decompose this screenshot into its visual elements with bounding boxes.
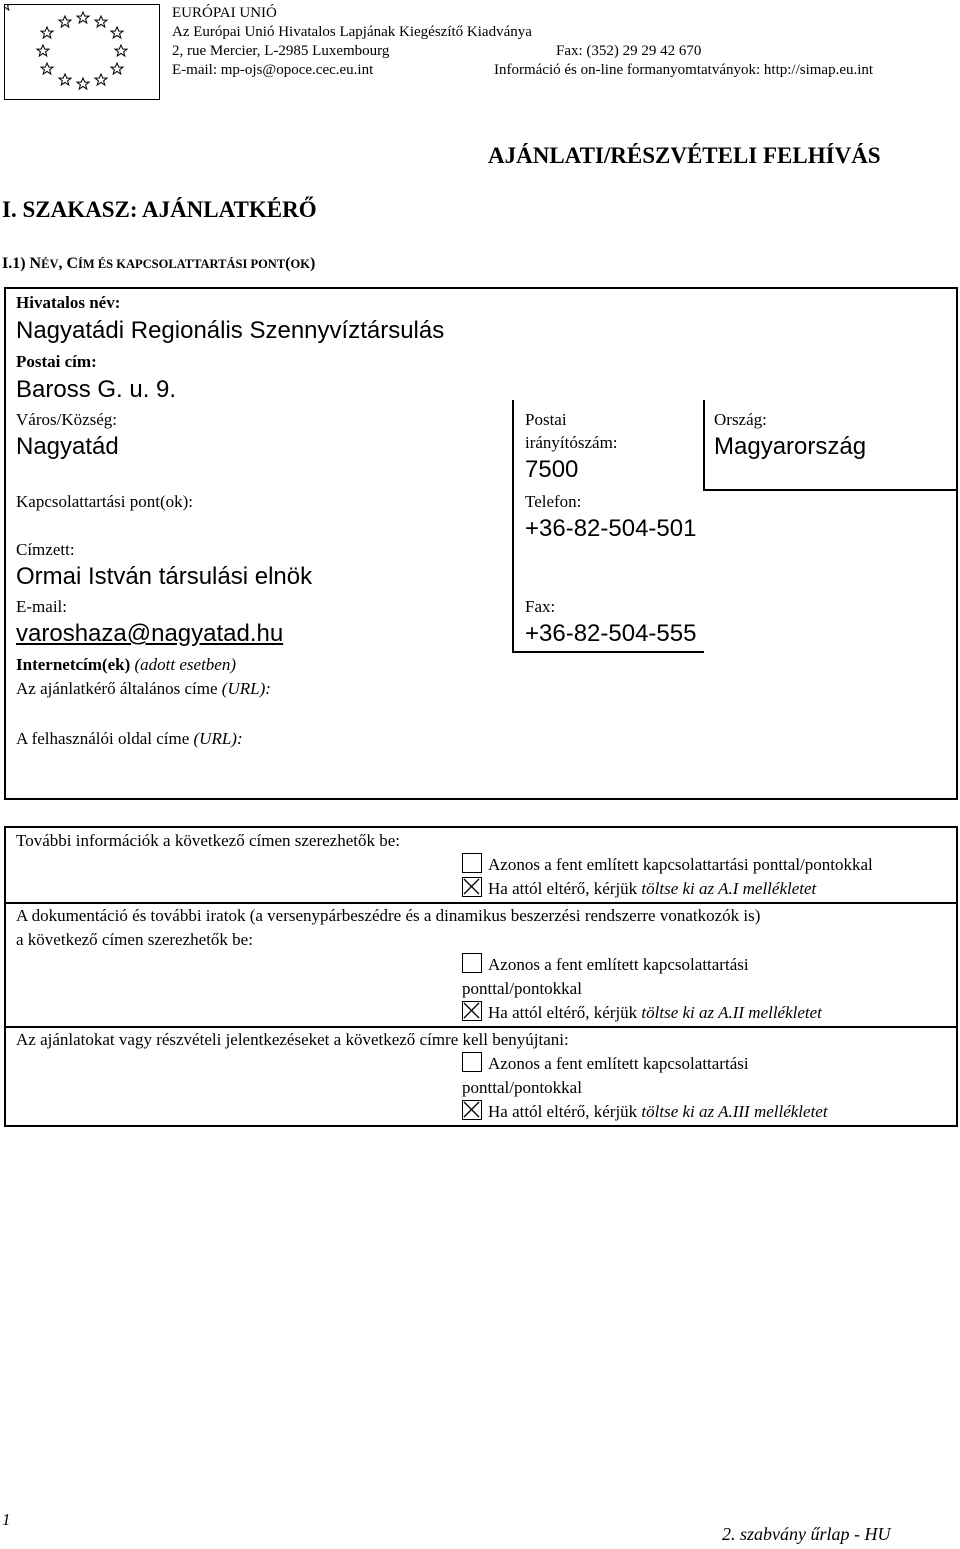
submission-intro: Az ajánlatokat vagy részvételi jelentkezéseket a következő címre kell benyújtani:	[16, 1030, 569, 1049]
official-name-value: Nagyatádi Regionális Szennyvíztársulás	[16, 317, 445, 344]
postal-code-value: 7500	[525, 456, 579, 483]
documents-intro-2: a következő címen szerezhetők be:	[16, 930, 253, 949]
eu-logo	[4, 4, 160, 100]
header-org-name: EURÓPAI UNIÓ	[172, 5, 277, 21]
header-publication: Az Európai Unió Hivatalos Lapjának Kiegészítő Kiadványa	[172, 24, 532, 40]
postal-address-value: Baross G. u. 9.	[16, 376, 177, 403]
documents-intro-1: A dokumentáció és további iratok (a versenypárbeszédre és a dinamikus beszerzési rendszerre vonatkozók is)	[16, 906, 761, 925]
header-address: 2, rue Mercier, L-2985 Luxembourg	[172, 43, 390, 59]
official-name-label: Hivatalos név:	[16, 293, 121, 312]
fax-value: +36-82-504-555	[525, 620, 697, 647]
city-value: Nagyatád	[16, 433, 119, 460]
fax-bottom-line	[512, 651, 704, 653]
country-bottom-line	[703, 489, 957, 491]
submission-other-checkbox[interactable]	[462, 1100, 482, 1120]
documents-same-option-cont: ponttal/pontokkal	[462, 979, 582, 998]
internet-label: Internetcím(ek) (adott esetben)	[16, 655, 236, 674]
buyer-profile-label: A felhasználói oldal címe (URL):	[16, 729, 243, 748]
documents-same-option[interactable]: Azonos a fent említett kapcsolattartási	[462, 953, 749, 977]
postal-code-label-1: Postai	[525, 410, 567, 429]
submission-same-option[interactable]: Azonos a fent említett kapcsolattartási	[462, 1052, 749, 1076]
submission-other-option[interactable]: Ha attól eltérő, kérjük töltse ki az A.III mellékletet	[462, 1100, 828, 1124]
attention-value: Ormai István társulási elnök	[16, 563, 313, 590]
postal-code-label-2: irányítószám:	[525, 433, 618, 452]
submission-same-option-cont: ponttal/pontokkal	[462, 1078, 582, 1097]
contact-box	[4, 287, 958, 800]
phone-value: +36-82-504-501	[525, 515, 697, 542]
subsection-title: I.1) NÉV, CÍM ÉS KAPCSOLATTARTÁSI PONT(OK)	[2, 255, 316, 272]
further-info-same-option[interactable]: Azonos a fent említett kapcsolattartási ponttal/pontokkal	[462, 853, 873, 877]
further-info-other-option[interactable]: Ha attól eltérő, kérjük töltse ki az A.I mellékletet	[462, 877, 816, 901]
country-value: Magyarország	[714, 433, 867, 460]
header-info-link[interactable]: Információ és on-line formanyomtatványok: http://simap.eu.int	[494, 62, 874, 78]
documents-other-checkbox[interactable]	[462, 1001, 482, 1021]
attention-label: Címzett:	[16, 540, 75, 559]
document-title: AJÁNLATI/RÉSZVÉTELI FELHÍVÁS	[488, 143, 881, 168]
postal-address-label: Postai cím:	[16, 352, 97, 371]
documents-same-checkbox[interactable]	[462, 953, 482, 973]
header-email: E-mail: mp-ojs@opoce.cec.eu.int	[172, 62, 374, 78]
form-name: 2. szabvány űrlap - HU	[722, 1524, 891, 1544]
phone-label: Telefon:	[525, 492, 582, 511]
submission-same-checkbox[interactable]	[462, 1052, 482, 1072]
page-number: 1	[2, 1510, 11, 1529]
eu-stars-icon	[5, 5, 159, 99]
documents-other-option[interactable]: Ha attól eltérő, kérjük töltse ki az A.II mellékletet	[462, 1001, 822, 1025]
fax-label: Fax:	[525, 597, 556, 616]
further-info-other-checkbox[interactable]	[462, 877, 482, 897]
general-url-label: Az ajánlatkérő általános címe (URL):	[16, 679, 271, 698]
city-label: Város/Község:	[16, 410, 118, 429]
section-title: I. SZAKASZ: AJÁNLATKÉRŐ	[2, 197, 317, 222]
email-link[interactable]: varoshaza@nagyatad.hu	[16, 620, 284, 647]
country-label: Ország:	[714, 410, 767, 429]
further-info-intro: További információk a következő címen szerezhetők be:	[16, 831, 400, 850]
further-info-same-checkbox[interactable]	[462, 853, 482, 873]
country-divider	[703, 400, 705, 490]
email-label: E-mail:	[16, 597, 67, 616]
contact-divider	[512, 400, 514, 652]
header-fax: Fax: (352) 29 29 42 670	[556, 43, 702, 59]
contact-points-label: Kapcsolattartási pont(ok):	[16, 492, 194, 511]
